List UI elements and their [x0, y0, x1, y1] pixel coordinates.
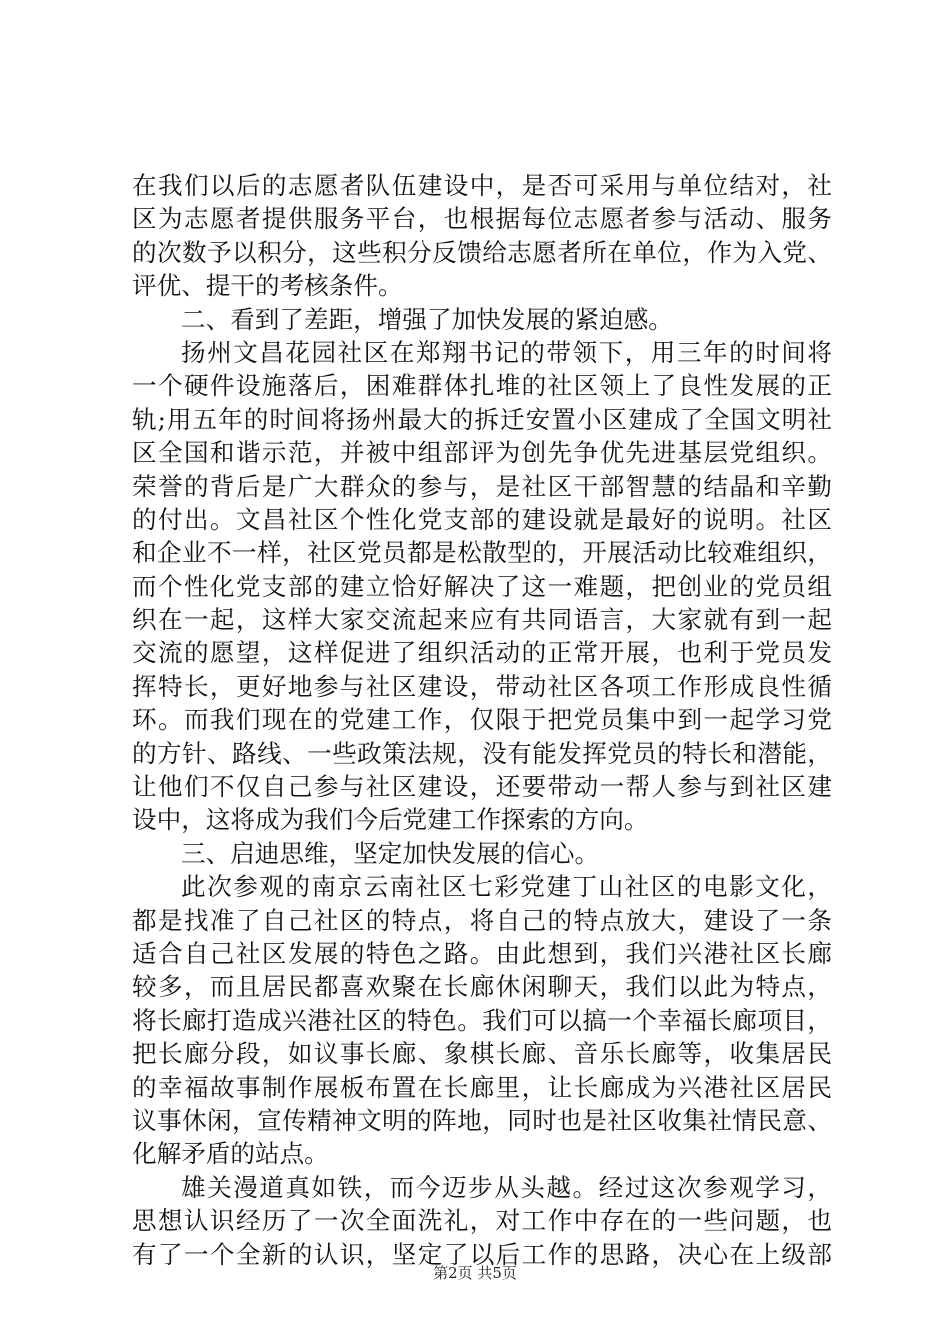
- text-line: 扬州文昌花园社区在郑翔书记的带领下，用三年的时间将: [181, 337, 832, 367]
- text-line: 较多，而且居民都喜欢聚在长廊休闲聊天，我们以此为特点，: [132, 972, 832, 1002]
- section-heading: 二、看到了差距，增强了加快发展的紧迫感。: [181, 304, 673, 334]
- text-line: 让他们不仅自己参与社区建设，还要带动一帮人参与到社区建: [132, 772, 832, 802]
- text-line: 都是找准了自己社区的特点，将自己的特点放大，建设了一条: [132, 905, 832, 935]
- text-line: 的幸福故事制作展板布置在长廊里，让长廊成为兴港社区居民: [132, 1072, 832, 1102]
- page-number-footer: 第2页 共5页: [433, 1264, 517, 1282]
- text-line: 一个硬件设施落后，困难群体扎堆的社区领上了良性发展的正: [132, 371, 832, 401]
- text-line: 织在一起，这样大家交流起来应有共同语言，大家就有到一起: [132, 605, 832, 635]
- text-line: 在我们以后的志愿者队伍建设中，是否可采用与单位结对，社: [132, 171, 832, 200]
- text-line: 有了一个全新的认识，坚定了以后工作的思路，决心在上级部: [132, 1239, 832, 1269]
- text-line: 的次数予以积分，这些积分反馈给志愿者所在单位，作为入党、: [132, 237, 832, 267]
- text-line: 设中，这将成为我们今后党建工作探索的方向。: [132, 805, 649, 835]
- text-line: 化解矛盾的站点。: [132, 1139, 329, 1169]
- text-line: 挥特长，更好地参与社区建设，带动社区各项工作形成良性循: [132, 671, 832, 701]
- text-line: 把长廊分段，如议事长廊、象棋长廊、音乐长廊等，收集居民: [132, 1039, 832, 1069]
- text-line: 轨;用五年的时间将扬州最大的拆迁安置小区建成了全国文明社: [132, 404, 832, 434]
- text-line: 区为志愿者提供服务平台，也根据每位志愿者参与活动、服务: [132, 204, 832, 234]
- text-line: 区全国和谐示范，并被中组部评为创先争优先进基层党组织。: [132, 438, 832, 468]
- text-line: 评优、提干的考核条件。: [132, 271, 403, 301]
- text-line: 此次参观的南京云南社区七彩党建丁山社区的电影文化，: [181, 872, 832, 902]
- text-line: 而个性化党支部的建立恰好解决了这一难题，把创业的党员组: [132, 571, 832, 601]
- text-line: 议事休闲，宣传精神文明的阵地，同时也是社区收集社情民意、: [132, 1105, 832, 1135]
- text-line: 交流的愿望，这样促进了组织活动的正常开展，也利于党员发: [132, 638, 832, 668]
- text-line: 环。而我们现在的党建工作，仅限于把党员集中到一起学习党: [132, 705, 832, 735]
- text-line: 雄关漫道真如铁，而今迈步从头越。经过这次参观学习，: [181, 1172, 832, 1202]
- section-heading: 三、启迪思维，坚定加快发展的信心。: [181, 838, 600, 868]
- document-body: [132, 169, 832, 1271]
- text-line: 将长廊打造成兴港社区的特色。我们可以搞一个幸福长廊项目，: [132, 1005, 832, 1035]
- text-line: 的方针、路线、一些政策法规，没有能发挥党员的特长和潜能，: [132, 738, 832, 768]
- text-line: 和企业不一样，社区党员都是松散型的，开展活动比较难组织，: [132, 538, 832, 568]
- text-line: 思想认识经历了一次全面洗礼，对工作中存在的一些问题，也: [132, 1206, 832, 1236]
- text-line: 的付出。文昌社区个性化党支部的建设就是最好的说明。社区: [132, 504, 832, 534]
- text-line: 适合自己社区发展的特色之路。由此想到，我们兴港社区长廊: [132, 938, 832, 968]
- text-line: 荣誉的背后是广大群众的参与，是社区干部智慧的结晶和辛勤: [132, 471, 832, 501]
